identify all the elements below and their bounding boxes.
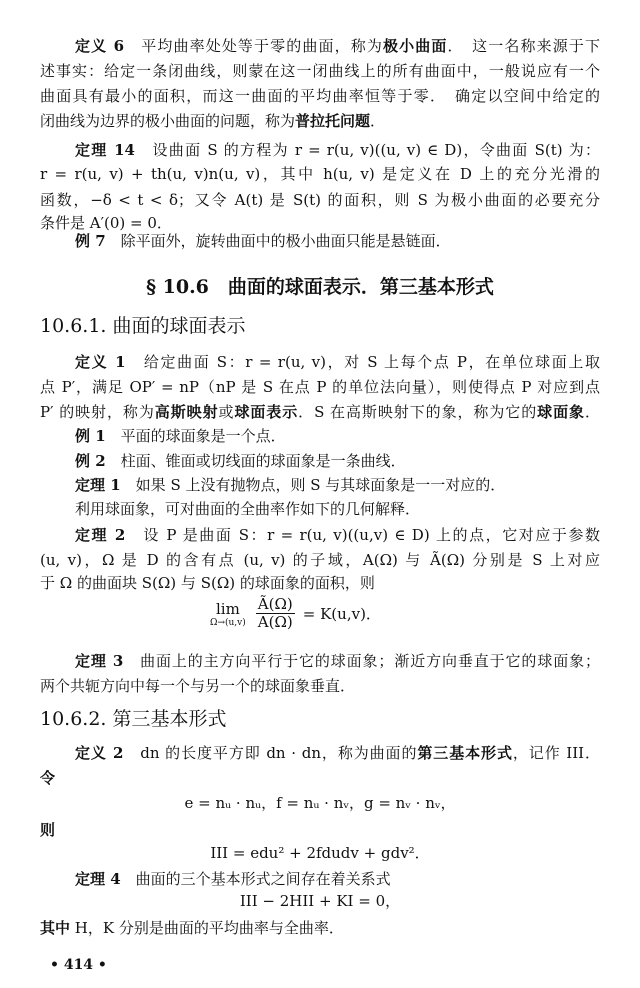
- bold-term: 定理 1: [75, 476, 121, 494]
- text-run: 平均曲率处处等于零的曲面，称为: [124, 37, 383, 55]
- text-line: [40, 164, 600, 184]
- text-run: III − 2HII + KI = 0，: [239, 892, 401, 910]
- text-run: dn 的长度平方即 dn · dn，称为曲面的: [123, 744, 418, 762]
- text-run: 利用球面象，可对曲面的全曲率作如下的几何解释．: [75, 500, 421, 518]
- text-line: [75, 869, 391, 889]
- limit-formula: [210, 596, 381, 631]
- numerator: Ã(Ω): [257, 595, 293, 613]
- text-run: 条件是 A′(0) = 0．: [40, 214, 172, 232]
- bold-term: 球面象: [537, 403, 585, 421]
- text-line: [0, 891, 640, 911]
- text-line: [0, 843, 640, 863]
- text-run: P′ 的映射，称为: [40, 403, 155, 421]
- bold-term: 例 7: [75, 232, 106, 250]
- bold-term: 定义 1: [75, 353, 126, 371]
- text-run: 如果 S 上没有抛物点，则 S 与其球面象是一一对应的．: [120, 476, 506, 494]
- text-run: 设曲面 S 的方程为 r = r(u, v)((u, v) ∈ D)，令曲面 S(t) 为：: [134, 141, 600, 159]
- text-line: [75, 426, 286, 446]
- page-number: • 414 •: [50, 957, 107, 973]
- bold-term: 极小曲面: [382, 37, 448, 55]
- text-run: ，记作 III．: [512, 744, 600, 762]
- formula-rhs: = K(u,v)．: [302, 605, 381, 623]
- bold-term: 第三基本形式: [417, 744, 513, 762]
- subsection-title: [40, 706, 227, 732]
- text-line: [40, 573, 375, 593]
- text-run: 于 Ω 的曲面块 S(Ω) 与 S(Ω) 的球面象的面积，则: [40, 574, 375, 592]
- lim-text: lim: [215, 599, 240, 618]
- text-line: [75, 36, 600, 56]
- bold-term: 定理 2: [75, 526, 126, 544]
- bold-term: 令: [40, 769, 56, 787]
- text-line: [75, 475, 505, 495]
- text-run: 两个共轭方向中每一个与另一个的球面象垂直．: [40, 677, 356, 695]
- text-run: 10.6.2. 第三基本形式: [40, 708, 227, 730]
- text-line: [75, 651, 600, 671]
- text-run: 曲面上的主方向平行于它的球面象；渐近方向垂直于它的球面象；: [123, 652, 600, 670]
- text-line: [40, 768, 55, 788]
- bold-term: 定理 3: [75, 652, 124, 670]
- lim-subscript: Ω→(u,v): [210, 617, 246, 628]
- text-line: [40, 918, 344, 938]
- text-line: [40, 820, 55, 840]
- text-run: 函数，−δ < t < δ；又令 A(t) 是 S(t) 的面积，则 S 为极小曲面的必要充分: [40, 191, 600, 209]
- text-run: 10.6.1. 曲面的球面表示: [40, 315, 246, 337]
- section-title: [0, 274, 640, 300]
- text-run: ． 这一名称来源于下: [447, 37, 600, 55]
- text-line: [40, 86, 600, 106]
- text-run: 给定曲面 S：r = r(u, v)，对 S 上每个点 P，在单位球面上取: [125, 353, 600, 371]
- text-run: ．S 在高斯映射下的象，称为它的: [298, 403, 538, 421]
- text-line: [75, 525, 600, 545]
- text-line: [0, 793, 640, 813]
- text-line: [75, 140, 600, 160]
- text-run: 述事实：给定一条闭曲线，则蒙在这一闭曲线上的所有曲面中，一般说应有一个: [40, 62, 600, 80]
- denominator: A(Ω): [257, 613, 293, 631]
- text-run: ．: [584, 403, 600, 421]
- text-line: [75, 451, 406, 471]
- text-run: r = r(u, v) + th(u, v)n(u, v)，其中 h(u, v) 是定义在 D 上的充分光滑的: [40, 165, 600, 183]
- bold-term: 定义 2: [75, 744, 124, 762]
- text-run: 点 P′，满足 OP′ = nP（nP 是 S 在点 P 的单位法向量），则使得点 P 对应到点: [40, 378, 600, 396]
- text-line: [40, 402, 600, 422]
- text-run: § 10.6 曲面的球面表示．第三基本形式: [146, 276, 494, 298]
- text-line: [75, 352, 600, 372]
- bold-term: 其中: [40, 919, 71, 937]
- text-line: [40, 190, 600, 210]
- text-run: III = edu² + 2fdudv + gdv²．: [210, 844, 430, 862]
- text-run: 曲面的三个基本形式之间存在着关系式: [120, 870, 391, 888]
- text-line: [40, 377, 600, 397]
- text-line: [40, 676, 355, 696]
- bold-term: 定理 4: [75, 870, 121, 888]
- bold-term: 球面表示: [234, 403, 299, 421]
- text-run: (u, v)，Ω 是 D 的含有点 (u, v) 的子域，A(Ω) 与 Ã(Ω) 分别是 S 上对应: [40, 551, 600, 569]
- text-run: 柱面、锥面或切线面的球面象是一条曲线．: [105, 452, 406, 470]
- subsection-title: [40, 313, 246, 339]
- text-line: [40, 61, 600, 81]
- text-line: [40, 213, 172, 233]
- text-line: [40, 111, 385, 131]
- text-line: [75, 499, 420, 519]
- bold-term: 高斯映射: [154, 403, 219, 421]
- text-line: [40, 550, 600, 570]
- text-run: 平面的球面象是一个点．: [105, 427, 286, 445]
- bold-term: 例 2: [75, 452, 106, 470]
- text-run: 闭曲线为边界的极小曲面的问题，称为: [40, 112, 296, 130]
- text-run: H，K 分别是曲面的平均曲率与全曲率．: [70, 919, 344, 937]
- bold-term: 普拉托问题: [295, 112, 371, 130]
- text-run: 曲面具有最小的面积，而这一曲面的平均曲率恒等于零． 确定以空间中给定的: [40, 87, 600, 105]
- text-line: [75, 231, 451, 251]
- text-run: 或: [218, 403, 235, 421]
- text-line: [75, 743, 600, 763]
- text-run: ．: [370, 112, 386, 130]
- text-run: e = nᵤ · nᵤ，f = nᵤ · nᵥ，g = nᵥ · nᵥ，: [184, 794, 456, 812]
- bold-term: 定义 6: [75, 37, 125, 55]
- bold-term: 则: [40, 821, 56, 839]
- text-run: 除平面外，旋转曲面中的极小曲面只能是悬链面．: [105, 232, 451, 250]
- text-run: 设 P 是曲面 S：r = r(u, v)((u,v) ∈ D) 上的点，它对应于参数: [125, 526, 600, 544]
- bold-term: 例 1: [75, 427, 106, 445]
- fraction: [256, 596, 295, 631]
- limit-operator: [210, 600, 246, 628]
- bold-term: 定理 14: [75, 141, 135, 159]
